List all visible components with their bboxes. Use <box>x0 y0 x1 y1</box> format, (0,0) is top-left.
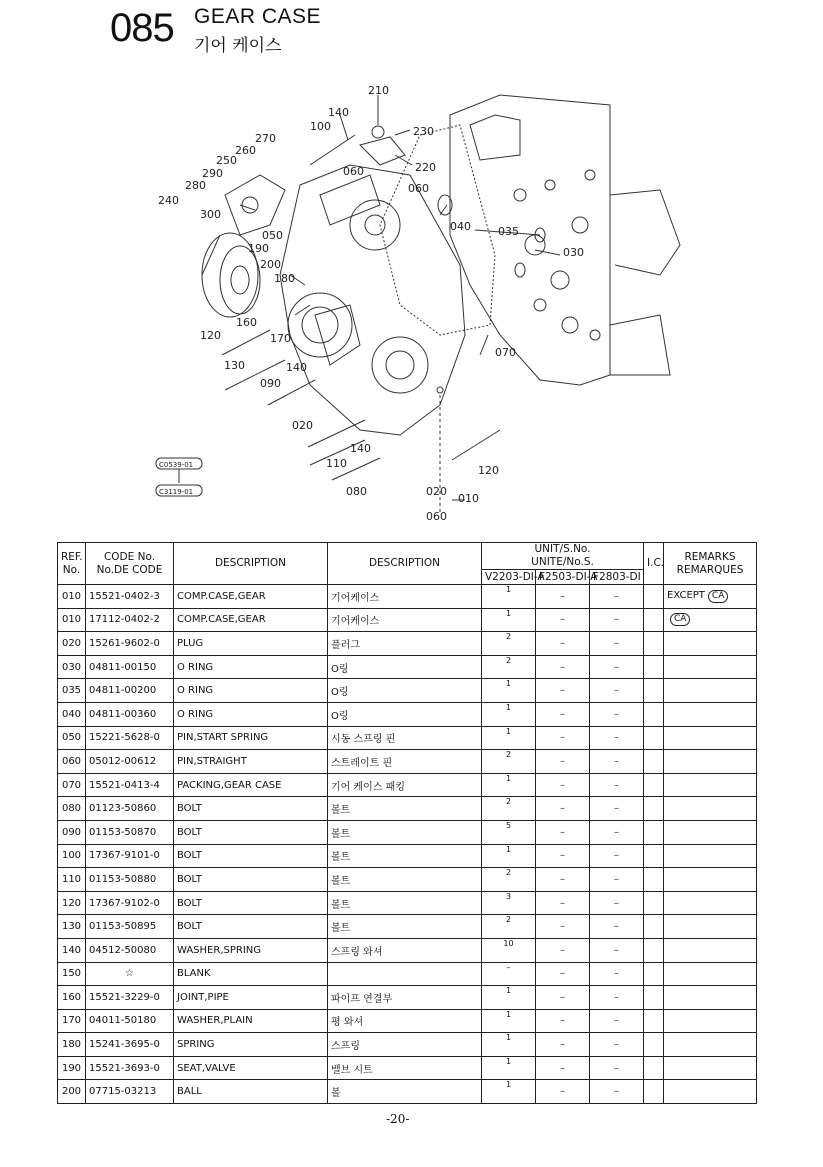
qty-f2503-cell: – <box>536 938 590 962</box>
description-en-cell: BOLT <box>174 844 328 868</box>
qty-v2203-cell: 1 <box>482 844 536 868</box>
description-en-cell: BOLT <box>174 797 328 821</box>
table-row <box>58 1056 757 1080</box>
ic-cell <box>644 820 664 844</box>
qty-v2203-cell: 2 <box>482 915 536 939</box>
callout-230: 230 <box>413 125 434 138</box>
table-row <box>58 750 757 774</box>
qty-f2803-cell: – <box>590 750 644 774</box>
callout-180: 180 <box>274 272 295 285</box>
header-model-v2203: V2203-DI-A <box>482 570 536 585</box>
code-cell: 01153-50880 <box>86 868 174 892</box>
qty-f2503-cell: – <box>536 1056 590 1080</box>
qty-f2503-cell: – <box>536 844 590 868</box>
remarks-cell <box>664 608 757 632</box>
ic-cell <box>644 679 664 703</box>
callout-170: 170 <box>270 332 291 345</box>
ic-cell <box>644 1056 664 1080</box>
callout-060: 060 <box>426 510 447 523</box>
description-ko-cell: 플러그 <box>328 632 482 656</box>
description-ko-cell: 시동 스프링 핀 <box>328 726 482 750</box>
remarks-cell <box>664 986 757 1010</box>
description-ko-cell: 볼트 <box>328 868 482 892</box>
remarks-cell <box>664 915 757 939</box>
ref-cell: 020 <box>58 632 86 656</box>
ref-cell: 110 <box>58 868 86 892</box>
callout-020: 020 <box>292 419 313 432</box>
code-cell: 15241-3695-0 <box>86 1033 174 1057</box>
header-ref: REF. No. <box>58 543 86 585</box>
table-row <box>58 608 757 632</box>
callout-200: 200 <box>260 258 281 271</box>
description-en-cell: O RING <box>174 679 328 703</box>
callout-030: 030 <box>563 246 584 259</box>
callout-070: 070 <box>495 346 516 359</box>
description-ko-cell: 기어케이스 <box>328 608 482 632</box>
ref-cell: 035 <box>58 679 86 703</box>
ic-cell <box>644 1080 664 1104</box>
callout-250: 250 <box>216 154 237 167</box>
qty-f2503-cell: – <box>536 585 590 609</box>
qty-f2503-cell: – <box>536 915 590 939</box>
ref-cell: 050 <box>58 726 86 750</box>
table-row <box>58 1033 757 1057</box>
code-cell: 04811-00150 <box>86 655 174 679</box>
qty-v2203-cell: 3 <box>482 891 536 915</box>
qty-f2503-cell: – <box>536 1080 590 1104</box>
remarks-cell <box>664 797 757 821</box>
ic-cell <box>644 702 664 726</box>
code-cell: 01123-50860 <box>86 797 174 821</box>
description-ko-cell: 밸브 시트 <box>328 1056 482 1080</box>
callout-120: 120 <box>478 464 499 477</box>
qty-f2503-cell: – <box>536 608 590 632</box>
table-row <box>58 585 757 609</box>
ref-cell: 130 <box>58 915 86 939</box>
header-ic: I.C. <box>644 543 664 585</box>
callout-220: 220 <box>415 161 436 174</box>
ic-cell <box>644 915 664 939</box>
description-en-cell: WASHER,SPRING <box>174 938 328 962</box>
qty-v2203-cell: 1 <box>482 773 536 797</box>
qty-v2203-cell: 1 <box>482 702 536 726</box>
qty-v2203-cell: 1 <box>482 608 536 632</box>
code-cell: 17367-9101-0 <box>86 844 174 868</box>
code-cell: 04811-00360 <box>86 702 174 726</box>
remarks-cell <box>664 702 757 726</box>
qty-f2503-cell: – <box>536 868 590 892</box>
callout-300: 300 <box>200 208 221 221</box>
ref-cell: 010 <box>58 608 86 632</box>
ic-cell <box>644 844 664 868</box>
qty-f2503-cell: – <box>536 702 590 726</box>
page-title-korean: 기어 케이스 <box>194 36 282 56</box>
code-cell: 05012-00612 <box>86 750 174 774</box>
qty-f2503-cell: – <box>536 773 590 797</box>
remarks-cell <box>664 820 757 844</box>
description-ko-cell: O링 <box>328 679 482 703</box>
callout-260: 260 <box>235 144 256 157</box>
description-ko-cell: 볼트 <box>328 820 482 844</box>
qty-f2503-cell: – <box>536 726 590 750</box>
code-cell: 15261-9602-0 <box>86 632 174 656</box>
ic-cell <box>644 655 664 679</box>
ref-cell: 100 <box>58 844 86 868</box>
ic-cell <box>644 891 664 915</box>
table-row <box>58 938 757 962</box>
table-row <box>58 915 757 939</box>
ref-cell: 160 <box>58 986 86 1010</box>
remarks-cell <box>664 1056 757 1080</box>
header-description-en: DESCRIPTION <box>174 543 328 585</box>
callout-140: 140 <box>328 106 349 119</box>
qty-f2803-cell: – <box>590 726 644 750</box>
callout-080: 080 <box>346 485 367 498</box>
description-en-cell: BLANK <box>174 962 328 986</box>
code-cell: 15221-5628-0 <box>86 726 174 750</box>
ic-cell <box>644 726 664 750</box>
remarks-cell <box>664 1009 757 1033</box>
description-en-cell: PLUG <box>174 632 328 656</box>
qty-f2803-cell: – <box>590 1056 644 1080</box>
callout-010: 010 <box>458 492 479 505</box>
ic-cell <box>644 962 664 986</box>
callout-130: 130 <box>224 359 245 372</box>
qty-f2503-cell: – <box>536 820 590 844</box>
callout-120: 120 <box>200 329 221 342</box>
ref-cell: 080 <box>58 797 86 821</box>
callout-090: 090 <box>260 377 281 390</box>
ref-cell: 190 <box>58 1056 86 1080</box>
ref-cell: 140 <box>58 938 86 962</box>
qty-v2203-cell: 1 <box>482 726 536 750</box>
callout-240: 240 <box>158 194 179 207</box>
remarks-cell <box>664 632 757 656</box>
callout-190: 190 <box>248 242 269 255</box>
qty-v2203-cell: 1 <box>482 1009 536 1033</box>
qty-v2203-cell: 2 <box>482 797 536 821</box>
description-en-cell: COMP.CASE,GEAR <box>174 585 328 609</box>
ic-cell <box>644 986 664 1010</box>
header-remarks: REMARKS REMARQUES <box>664 543 757 585</box>
remarks-cell <box>664 962 757 986</box>
qty-f2803-cell: – <box>590 938 644 962</box>
ca-badge: CA <box>708 590 728 603</box>
code-cell: 04512-50080 <box>86 938 174 962</box>
callout-290: 290 <box>202 167 223 180</box>
ref-cell: 060 <box>58 750 86 774</box>
table-row <box>58 868 757 892</box>
table-row <box>58 773 757 797</box>
description-en-cell: BOLT <box>174 820 328 844</box>
remarks-cell <box>664 938 757 962</box>
qty-v2203-cell: 1 <box>482 585 536 609</box>
code-cell: 01153-50870 <box>86 820 174 844</box>
description-en-cell: BOLT <box>174 891 328 915</box>
description-ko-cell: 볼트 <box>328 915 482 939</box>
callout-160: 160 <box>236 316 257 329</box>
qty-f2503-cell: – <box>536 986 590 1010</box>
qty-v2203-cell: 10 <box>482 938 536 962</box>
description-en-cell: BOLT <box>174 868 328 892</box>
page-title: GEAR CASE <box>194 5 322 28</box>
remarks-text: EXCEPT <box>667 589 705 601</box>
qty-v2203-cell: 1 <box>482 679 536 703</box>
qty-v2203-cell: 1 <box>482 1056 536 1080</box>
description-en-cell: SPRING <box>174 1033 328 1057</box>
qty-f2803-cell: – <box>590 844 644 868</box>
description-ko-cell: 볼트 <box>328 844 482 868</box>
callout-140: 140 <box>286 361 307 374</box>
code-cell: 01153-50895 <box>86 915 174 939</box>
qty-f2503-cell: – <box>536 962 590 986</box>
callout-280: 280 <box>185 179 206 192</box>
code-cell: 15521-0402-3 <box>86 585 174 609</box>
remarks-cell <box>664 1080 757 1104</box>
ic-cell <box>644 585 664 609</box>
ic-cell <box>644 1009 664 1033</box>
ic-cell <box>644 773 664 797</box>
description-ko-cell: 스프링 <box>328 1033 482 1057</box>
ref-cell: 030 <box>58 655 86 679</box>
description-en-cell: PIN,STRAIGHT <box>174 750 328 774</box>
qty-f2503-cell: – <box>536 750 590 774</box>
callout-040: 040 <box>450 220 471 233</box>
table-row <box>58 797 757 821</box>
qty-f2503-cell: – <box>536 679 590 703</box>
callout-035: 035 <box>498 225 519 238</box>
ref-cell: 090 <box>58 820 86 844</box>
description-en-cell: O RING <box>174 702 328 726</box>
table-row <box>58 655 757 679</box>
qty-f2803-cell: – <box>590 986 644 1010</box>
qty-v2203-cell: 1 <box>482 1080 536 1104</box>
description-ko-cell: O링 <box>328 655 482 679</box>
remarks-cell <box>664 750 757 774</box>
remarks-cell <box>664 868 757 892</box>
ic-cell <box>644 938 664 962</box>
description-en-cell: PIN,START SPRING <box>174 726 328 750</box>
description-ko-cell: 볼트 <box>328 797 482 821</box>
page-footer: -20- <box>386 1112 410 1126</box>
description-en-cell: SEAT,VALVE <box>174 1056 328 1080</box>
table-row <box>58 1009 757 1033</box>
description-en-cell: BALL <box>174 1080 328 1104</box>
qty-f2503-cell: – <box>536 891 590 915</box>
qty-f2803-cell: – <box>590 797 644 821</box>
description-ko-cell: 볼 <box>328 1080 482 1104</box>
qty-v2203-cell: 2 <box>482 632 536 656</box>
description-ko-cell: 파이프 연결부 <box>328 986 482 1010</box>
table-row <box>58 986 757 1010</box>
description-ko-cell: O링 <box>328 702 482 726</box>
ref-cell: 010 <box>58 585 86 609</box>
callout-100: 100 <box>310 120 331 133</box>
description-en-cell: PACKING,GEAR CASE <box>174 773 328 797</box>
callout-270: 270 <box>255 132 276 145</box>
description-en-cell: COMP.CASE,GEAR <box>174 608 328 632</box>
header-model-f2503: F2503-DI-A <box>536 570 590 585</box>
header-model-f2803: F2803-DI <box>590 570 644 585</box>
ref-cell: 120 <box>58 891 86 915</box>
ref-cell: 150 <box>58 962 86 986</box>
ic-cell <box>644 797 664 821</box>
ic-cell <box>644 632 664 656</box>
table-row <box>58 844 757 868</box>
table-row <box>58 632 757 656</box>
table-row <box>58 702 757 726</box>
code-cell: 17112-0402-2 <box>86 608 174 632</box>
ic-cell <box>644 868 664 892</box>
table-row <box>58 679 757 703</box>
code-cell: 04011-50180 <box>86 1009 174 1033</box>
ref-cell: 180 <box>58 1033 86 1057</box>
description-ko-cell: 스프링 와셔 <box>328 938 482 962</box>
table-row <box>58 962 757 986</box>
callout-050: 050 <box>262 229 283 242</box>
page-code: 085 <box>110 6 174 50</box>
description-ko-cell: 스트레이트 핀 <box>328 750 482 774</box>
qty-v2203-cell: 1 <box>482 986 536 1010</box>
table-row <box>58 891 757 915</box>
ref-cell: 040 <box>58 702 86 726</box>
header-code: CODE No. No.DE CODE <box>86 543 174 585</box>
qty-v2203-cell: 5 <box>482 820 536 844</box>
ref-code-c0539: C0539-01 <box>159 461 194 469</box>
qty-f2503-cell: – <box>536 1009 590 1033</box>
qty-f2803-cell: – <box>590 1033 644 1057</box>
qty-v2203-cell: 2 <box>482 868 536 892</box>
qty-f2503-cell: – <box>536 632 590 656</box>
description-en-cell: WASHER,PLAIN <box>174 1009 328 1033</box>
remarks-cell <box>664 844 757 868</box>
description-en-cell: JOINT,PIPE <box>174 986 328 1010</box>
ref-cell: 200 <box>58 1080 86 1104</box>
callout-210: 210 <box>368 84 389 97</box>
qty-f2503-cell: – <box>536 1033 590 1057</box>
qty-v2203-cell: 2 <box>482 655 536 679</box>
callout-140: 140 <box>350 442 371 455</box>
qty-f2803-cell: – <box>590 868 644 892</box>
header-unit: UNIT/S.No. UNITE/No.S. <box>482 543 644 570</box>
description-ko-cell: 평 와셔 <box>328 1009 482 1033</box>
ic-cell <box>644 608 664 632</box>
callout-020: 020 <box>426 485 447 498</box>
description-ko-cell <box>328 962 482 986</box>
remarks-cell <box>664 726 757 750</box>
code-cell: 04811-00200 <box>86 679 174 703</box>
description-ko-cell: 기어케이스 <box>328 585 482 609</box>
qty-f2803-cell: – <box>590 1009 644 1033</box>
qty-v2203-cell: – <box>482 962 536 986</box>
qty-f2803-cell: – <box>590 1080 644 1104</box>
qty-f2803-cell: – <box>590 632 644 656</box>
qty-f2803-cell: – <box>590 702 644 726</box>
qty-f2803-cell: – <box>590 655 644 679</box>
code-cell: ☆ <box>86 962 174 986</box>
header-description-ko: DESCRIPTION <box>328 543 482 585</box>
qty-f2803-cell: – <box>590 773 644 797</box>
qty-f2803-cell: – <box>590 891 644 915</box>
callout-060: 060 <box>343 165 364 178</box>
table-row <box>58 726 757 750</box>
description-en-cell: BOLT <box>174 915 328 939</box>
qty-f2803-cell: – <box>590 608 644 632</box>
remarks-cell <box>664 891 757 915</box>
qty-f2803-cell: – <box>590 915 644 939</box>
code-cell: 15521-0413-4 <box>86 773 174 797</box>
code-cell: 17367-9102-0 <box>86 891 174 915</box>
callout-110: 110 <box>326 457 347 470</box>
table-row <box>58 1080 757 1104</box>
remarks-cell <box>664 1033 757 1057</box>
ic-cell <box>644 1033 664 1057</box>
qty-v2203-cell: 2 <box>482 750 536 774</box>
qty-f2803-cell: – <box>590 820 644 844</box>
code-cell: 07715-03213 <box>86 1080 174 1104</box>
description-ko-cell: 볼트 <box>328 891 482 915</box>
qty-v2203-cell: 1 <box>482 1033 536 1057</box>
description-ko-cell: 기어 케이스 패킹 <box>328 773 482 797</box>
exploded-parts-diagram <box>140 75 823 535</box>
qty-f2803-cell: – <box>590 679 644 703</box>
code-cell: 15521-3693-0 <box>86 1056 174 1080</box>
qty-f2503-cell: – <box>536 797 590 821</box>
qty-f2803-cell: – <box>590 962 644 986</box>
code-cell: 15521-3229-0 <box>86 986 174 1010</box>
qty-f2803-cell: – <box>590 585 644 609</box>
remarks-cell <box>664 679 757 703</box>
ic-cell <box>644 750 664 774</box>
parts-table <box>57 542 757 1104</box>
table-row <box>58 820 757 844</box>
remarks-cell <box>664 655 757 679</box>
remarks-cell <box>664 585 757 609</box>
ref-cell: 170 <box>58 1009 86 1033</box>
ca-badge: CA <box>670 613 690 626</box>
description-en-cell: O RING <box>174 655 328 679</box>
qty-f2503-cell: – <box>536 655 590 679</box>
remarks-cell <box>664 773 757 797</box>
ref-cell: 070 <box>58 773 86 797</box>
ref-code-c3119: C3119-01 <box>159 488 194 496</box>
callout-060: 060 <box>408 182 429 195</box>
